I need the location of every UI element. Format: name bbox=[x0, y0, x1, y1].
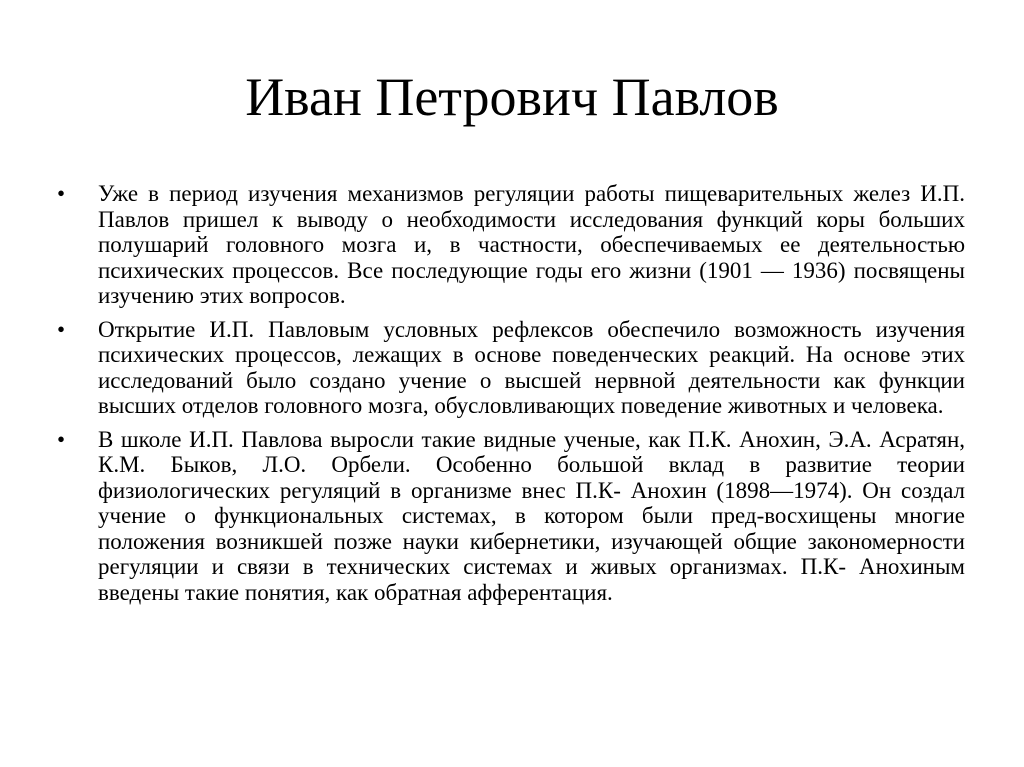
bullet-text: В школе И.П. Павлова выросли такие видные ученые, как П.К. Анохин, Э.А. Асратян, К.М. Быков, Л.О. Орбели. Особенно большой вклад в развитие теории физиологических регуляций в организме внес П.К- Анохин (1898—1974). Он создал учение о функциональных системах, в котором были пред-восхищены многие положения возникшей позже науки кибернетики, изучающей общие закономерности регуляции и связи в технических системах и живых организмах. П.К- Анохиным введены такие понятия, как обратная афферентация. bbox=[98, 426, 965, 605]
bullet-item bbox=[57, 427, 965, 606]
bullet-text: Открытие И.П. Павловым условных рефлексов обеспечило возможность изучения психических процессов, лежащих в основе поведенческих реакций. На основе этих исследований было создано учение о высшей нервной деятельности как функции высших отделов головного мозга, обусловливающих поведение животных и человека. bbox=[98, 316, 965, 418]
bullet-list bbox=[57, 181, 965, 613]
bullet-marker: • bbox=[57, 181, 66, 206]
bullet-marker: • bbox=[57, 316, 66, 342]
slide-title: Иван Петрович Павлов bbox=[245, 67, 779, 127]
bullet-item bbox=[57, 181, 965, 309]
bullet-marker: • bbox=[57, 426, 66, 452]
bullet-item bbox=[57, 317, 965, 419]
bullet-text: Уже в период изучения механизмов регуляции работы пищеварительных желез И.П. Павлов пришел к выводу о необходимости исследования функций коры больших полушарий головного мозга и, в частности, обеспечиваемых ее деятельностью психических процессов. Все последующие годы его жизни (1901 — 1936) посвящены изучению этих вопросов. bbox=[98, 181, 965, 308]
